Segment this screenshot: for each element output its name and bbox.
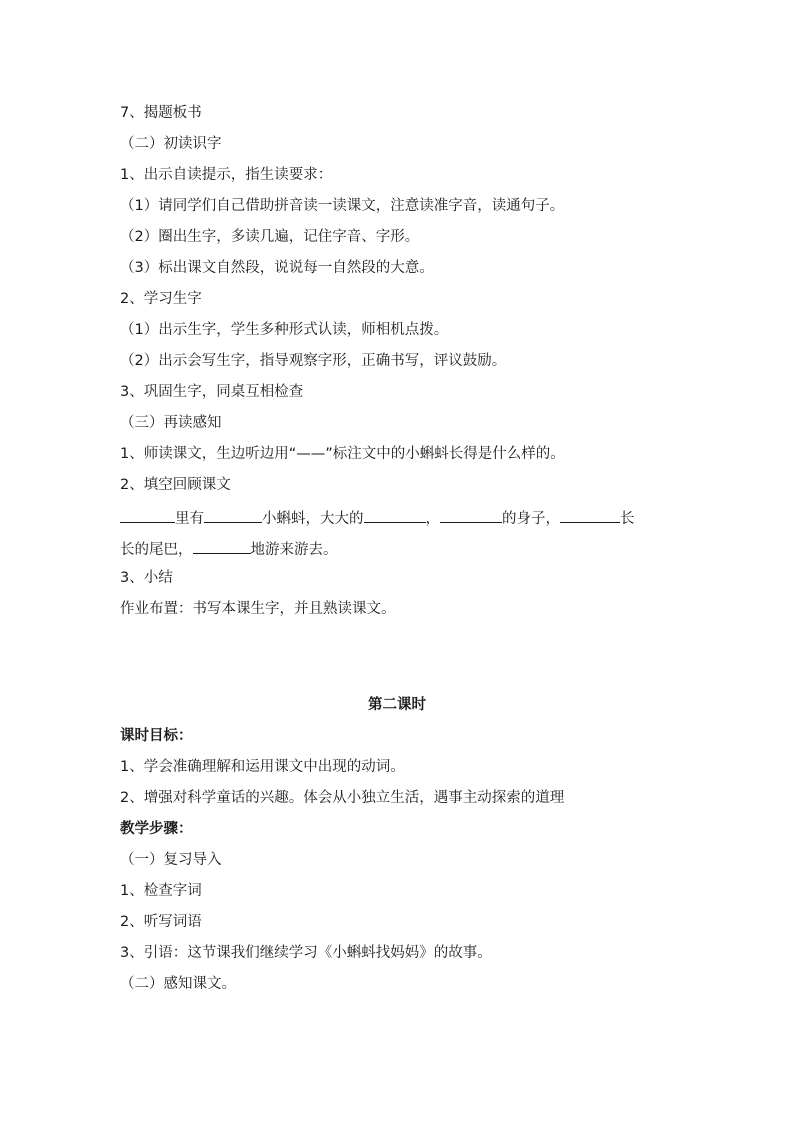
- reread-item-3: 3、小结: [120, 570, 173, 586]
- fill-text: ，: [425, 511, 440, 527]
- fill-in-blank-line-1: [120, 506, 675, 529]
- blank: [364, 506, 426, 523]
- sub-item-1: （1）出示生字，学生多种形式认读，师相机点拨。: [120, 322, 449, 338]
- fill-text: 长的尾巴，: [120, 542, 193, 558]
- item-reading-prompt: 1、出示自读提示，指生读要求：: [120, 167, 333, 183]
- goal-1: 1、学会准确理解和运用课文中出现的动词。: [120, 759, 405, 775]
- homework: 作业布置：书写本课生字，并且熟读课文。: [120, 601, 396, 617]
- requirement-1: （1）请同学们自己借助拼音读一读课文，注意读准字音，读通句子。: [120, 198, 565, 214]
- blank: [560, 506, 620, 523]
- fill-text: 小蝌蚪，大大的: [262, 511, 364, 527]
- goals-heading: 课时目标：: [120, 728, 193, 744]
- lesson-2-title: 第二课时: [368, 697, 426, 713]
- section-reread: （三）再读感知: [120, 415, 222, 431]
- blank: [120, 506, 175, 523]
- review-item-3: 3、引语：这节课我们继续学习《小蝌蚪找妈妈》的故事。: [120, 945, 492, 961]
- fill-text: 地游来游去。: [250, 542, 338, 558]
- review-item-1: 1、检查字词: [120, 883, 202, 899]
- fill-in-blank-line-2: [120, 537, 675, 560]
- section-review: （一）复习导入: [120, 852, 222, 868]
- goal-2: 2、增强对科学童话的兴趣。体会从小独立生活，遇事主动探索的道理: [120, 790, 565, 806]
- fill-text: 的身子，: [502, 511, 560, 527]
- reread-item-2: 2、填空回顾课文: [120, 477, 231, 493]
- fill-text: 长: [620, 511, 635, 527]
- step-7: 7、揭题板书: [120, 105, 202, 121]
- requirement-3: （3）标出课文自然段，说说每一自然段的大意。: [120, 260, 434, 276]
- section-perceive-text: （二）感知课文。: [120, 976, 236, 992]
- item-learn-characters: 2、学习生字: [120, 291, 202, 307]
- item-consolidate: 3、巩固生字，同桌互相检查: [120, 384, 304, 400]
- requirement-2: （2）圈出生字，多读几遍，记住字音、字形。: [120, 229, 420, 245]
- blank: [193, 537, 251, 554]
- fill-text: 里有: [175, 511, 204, 527]
- sub-item-2: （2）出示会写生字，指导观察字形，正确书写，评议鼓励。: [120, 353, 507, 369]
- section-initial-reading: （二）初读识字: [120, 136, 222, 152]
- steps-heading: 教学步骤：: [120, 821, 193, 837]
- reread-item-1: 1、师读课文，生边听边用“——”标注文中的小蝌蚪长得是什么样的。: [120, 446, 565, 462]
- blank: [204, 506, 262, 523]
- review-item-2: 2、听写词语: [120, 914, 202, 930]
- blank: [440, 506, 502, 523]
